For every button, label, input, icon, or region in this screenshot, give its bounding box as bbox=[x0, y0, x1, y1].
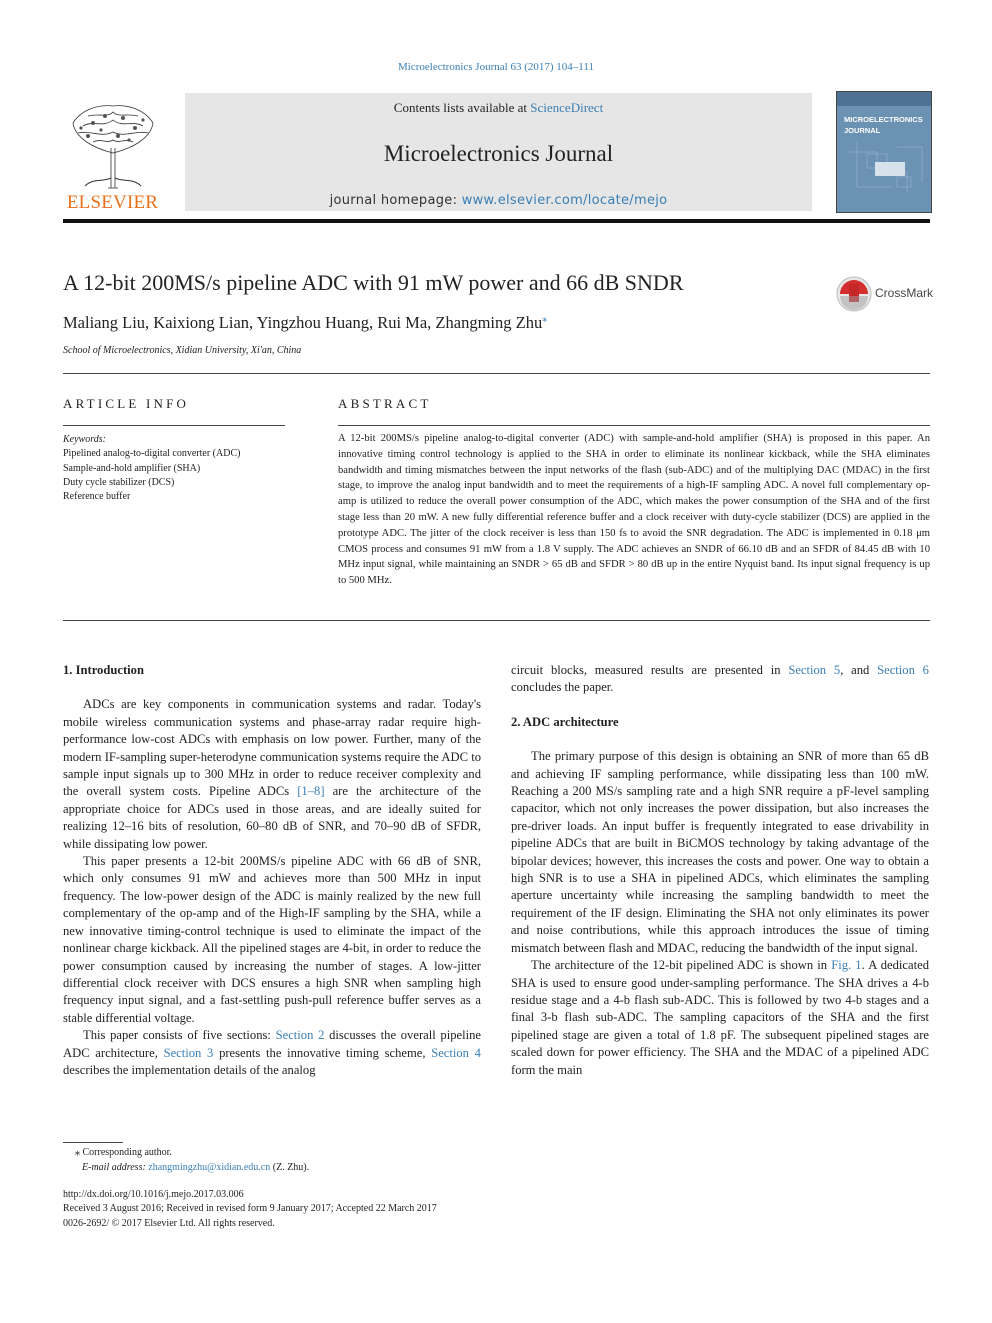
keyword-item: Reference buffer bbox=[63, 491, 131, 503]
info-rule bbox=[63, 425, 285, 426]
contents-line bbox=[185, 100, 812, 116]
intro-p3-text: , and bbox=[840, 663, 878, 677]
intro-paragraph-1 bbox=[63, 696, 481, 853]
intro-p3-text: This paper consists of five sections: bbox=[83, 1028, 276, 1043]
keyword-item: Duty cycle stabilizer (DCS) bbox=[63, 476, 175, 488]
doi-link[interactable]: http://dx.doi.org/10.1016/j.mejo.2017.03.006 bbox=[63, 1189, 244, 1200]
email-suffix: (Z. Zhu). bbox=[270, 1162, 310, 1173]
elsevier-tree-icon bbox=[63, 98, 162, 194]
footnote-rule bbox=[63, 1142, 123, 1143]
corresponding-mark[interactable]: ⁎ bbox=[542, 313, 548, 325]
contents-prefix: Contents lists available at bbox=[393, 100, 531, 115]
email-note bbox=[82, 1160, 309, 1175]
intro-p3-text: describes the implementation details of the analog bbox=[63, 1062, 316, 1077]
article-title: A 12-bit 200MS/s pipeline ADC with 91 mW power and 66 dB SNDR bbox=[63, 270, 684, 295]
keywords-label: Keywords: bbox=[63, 434, 106, 445]
right-column-content bbox=[511, 662, 929, 1079]
intro-p3-text: circuit blocks, measured results are presented in bbox=[511, 663, 789, 677]
email-link[interactable]: zhangmingzhu@xidian.edu.cn bbox=[148, 1162, 271, 1173]
affiliation: School of Microelectronics, Xidian University, Xi'an, China bbox=[63, 345, 302, 356]
elsevier-logo bbox=[63, 98, 162, 216]
cover-title-line2: JOURNAL bbox=[844, 126, 881, 135]
homepage-link[interactable]: www.elsevier.com/locate/mejo bbox=[461, 193, 668, 208]
intro-p1-text: ADCs are key components in communication systems and radar. Today's mobile wireless communication systems and phase-array radar require high-performance low-cost ADCs with emphasis on low power. Further, many of the modern IF-sampling super-heterodyne communication systems require the ADC to sample input signals up to 300 MHz in order to reduce receiver complexity and the overall system costs. Pipeline ADCs bbox=[63, 697, 481, 799]
section-link[interactable]: Section 2 bbox=[275, 1028, 325, 1043]
journal-cover bbox=[836, 91, 932, 213]
crossmark-icon bbox=[836, 276, 874, 312]
intro-continuation bbox=[511, 662, 929, 697]
arch-p2-text-cont: . A dedicated SHA is used to ensure good under-sampling performance. The SHA drives a 4-b residue stage and a 4-b flash sub-ADC. This is followed by two 4-b stages and a final 3-b flash sub-ADC. The sampling capacitors of the SHA and the first pipelined stage are given a total of 1.8 pF. The subsequent pipelined stages are scaled down for power efficiency. The SHA and the MDAC of a pipelined ADC form the main bbox=[511, 958, 929, 1077]
journal-homepage bbox=[185, 193, 812, 208]
journal-title: Microelectronics Journal bbox=[383, 141, 614, 166]
section-link[interactable]: Section 4 bbox=[431, 1045, 481, 1060]
crossmark-label: CrossMark bbox=[875, 286, 934, 300]
intro-p3-text: discusses the overall pipeline ADC architecture, bbox=[63, 1028, 481, 1060]
section-2-heading: 2. ADC architecture bbox=[511, 714, 619, 729]
author-list bbox=[63, 313, 547, 333]
abstract-bottom-rule bbox=[63, 620, 930, 621]
cover-title bbox=[844, 114, 923, 136]
corresponding-note: ⁎ Corresponding author. bbox=[75, 1147, 172, 1158]
figure-link[interactable]: Fig. 1 bbox=[831, 958, 862, 973]
abstract-heading: ABSTRACT bbox=[338, 396, 432, 411]
section-link[interactable]: Section 3 bbox=[163, 1045, 214, 1060]
keyword-item: Pipelined analog-to-digital converter (ADC) bbox=[63, 448, 241, 460]
abstract-text: A 12-bit 200MS/s pipeline analog-to-digital converter (ADC) with sample-and-hold amplifier (SHA) is proposed in this paper. An innovative timing control technology is applied to the SHA in order to eliminate its nonlinear kickback, while the SHA eliminates bandwidth and timing mismatches between the input networks of the flash (sub-ADC) and of the multiplying DAC (MDAC) in the first stage, to improve the analog input bandwidth and to meet the requirements of a high-IF sampling ADC. A novel full complementary op-amp is utilized to reduce the overall power consumption of the ADC, which makes the power consumption of the SHA and of the first stage less than 20 mW. A new fully differential reference buffer and a clock receiver with duty-cycle stabilizer (DCS) are applied in the prototype ADC. The jitter of the clock receiver is less than 150 fs to avoid the SNR degradation. The ADC is implemented in 0.18 μm CMOS process and consumes 91 mW from a 1.8 V supply. The ADC achieves an SNDR of 66.10 dB and an SFDR of 84.45 dB with 10 MHz input signal, while maintaining an SNDR > 65 dB and SFDR > 80 dB up in the entire Nyquist band. Its input signal frequency is up to 500 MHz. bbox=[338, 433, 930, 587]
article-info-heading: ARTICLE INFO bbox=[63, 396, 190, 411]
citation-link[interactable]: [1–8] bbox=[297, 784, 325, 799]
intro-p1-text-cont: are the architecture of the appropriate choice for ADCs used in those areas, and are ideally suited for realizing 12–16 bits of resolution, 60–80 dB of SNR, and 70–90 dB of SFDR, while dissipating low power. bbox=[63, 784, 481, 851]
intro-paragraph-2: This paper presents a 12-bit 200MS/s pipeline ADC with 66 dB of SNR, which only consumes 91 mW and achieves more than 500 MHz in input frequency. The low-power design of the ADC is mainly realized by the new full complementary of the op-amp and of the High-IF sampling by the SHA, while a new innovative timing-control technique is used to eliminate the impact of the nonlinear charge kickback. All the pipelined stages are 4-bit, in order to reduce the power consumption caused by increasing the number of stages. A low-jitter differential clock receiver with DCS ensures a high SNR when sampling high frequency input signal, and a fast-settling push-pull reference buffer serves as a stable differential voltage. bbox=[63, 854, 481, 1025]
authors: Maliang Liu, Kaixiong Lian, Yingzhou Huang, Rui Ma, Zhangming Zhu bbox=[63, 313, 543, 332]
cover-art-icon bbox=[837, 92, 931, 212]
copyright: 0026-2692/ © 2017 Elsevier Ltd. All rights reserved. bbox=[63, 1218, 275, 1229]
intro-paragraph-3 bbox=[63, 1027, 481, 1079]
cover-title-line1: MICROELECTRONICS bbox=[844, 115, 923, 124]
keywords-block bbox=[63, 433, 285, 504]
section-link[interactable]: Section 5 bbox=[788, 663, 841, 677]
title-rule bbox=[63, 373, 930, 374]
architecture-paragraph-2 bbox=[511, 957, 929, 1079]
received-dates: Received 3 August 2016; Received in revised form 9 January 2017; Accepted 22 March 2017 bbox=[63, 1203, 437, 1214]
elsevier-wordmark: ELSEVIER bbox=[66, 192, 159, 213]
section-1-heading: 1. Introduction bbox=[63, 663, 144, 677]
sciencedirect-link[interactable]: ScienceDirect bbox=[530, 100, 604, 115]
intro-p3-text: concludes the paper. bbox=[511, 680, 614, 695]
section-link[interactable]: Section 6 bbox=[877, 663, 929, 677]
left-column bbox=[63, 662, 481, 1079]
email-label: E-mail address: bbox=[82, 1162, 149, 1173]
keyword-item: Sample-and-hold amplifier (SHA) bbox=[63, 462, 201, 474]
crossmark-badge[interactable] bbox=[836, 276, 932, 312]
arch-p2-text: The architecture of the 12-bit pipelined ADC is shown in bbox=[531, 958, 832, 973]
journal-reference[interactable]: Microelectronics Journal 63 (2017) 104–111 bbox=[398, 61, 594, 73]
homepage-prefix: journal homepage: bbox=[329, 193, 462, 208]
abstract-rule bbox=[338, 425, 930, 426]
intro-p3-text: presents the innovative timing scheme, bbox=[213, 1045, 432, 1060]
architecture-paragraph-1: The primary purpose of this design is obtaining an SNR of more than 65 dB and achieving IF sampling performance, while dissipating less than 100 mW. Reaching a 200 MS/s sampling rate and a high SNR require a pF-level sampling capacitor, which not only increases the power dissipation, but also increases the pre-driver loads. An input buffer is frequently integrated to ease drivability in pipeline ADCs that are built in BiCMOS technology by taking advantage of the bipolar devices; however, this increases the costs and power. One way to obtain a high SNR is to use a SHA in pipelined ADCs, which eliminates the sampling aperture uncertainty while increasing the sampling bandwidth to meet the requirement of the IF design. Eliminating the SHA not only eliminates its power and noise contributions, while this approach introduces the issue of timing mismatch between flash and MDAC, reducing the bandwidth of the input signal. bbox=[511, 749, 929, 955]
header-rule bbox=[63, 219, 930, 223]
